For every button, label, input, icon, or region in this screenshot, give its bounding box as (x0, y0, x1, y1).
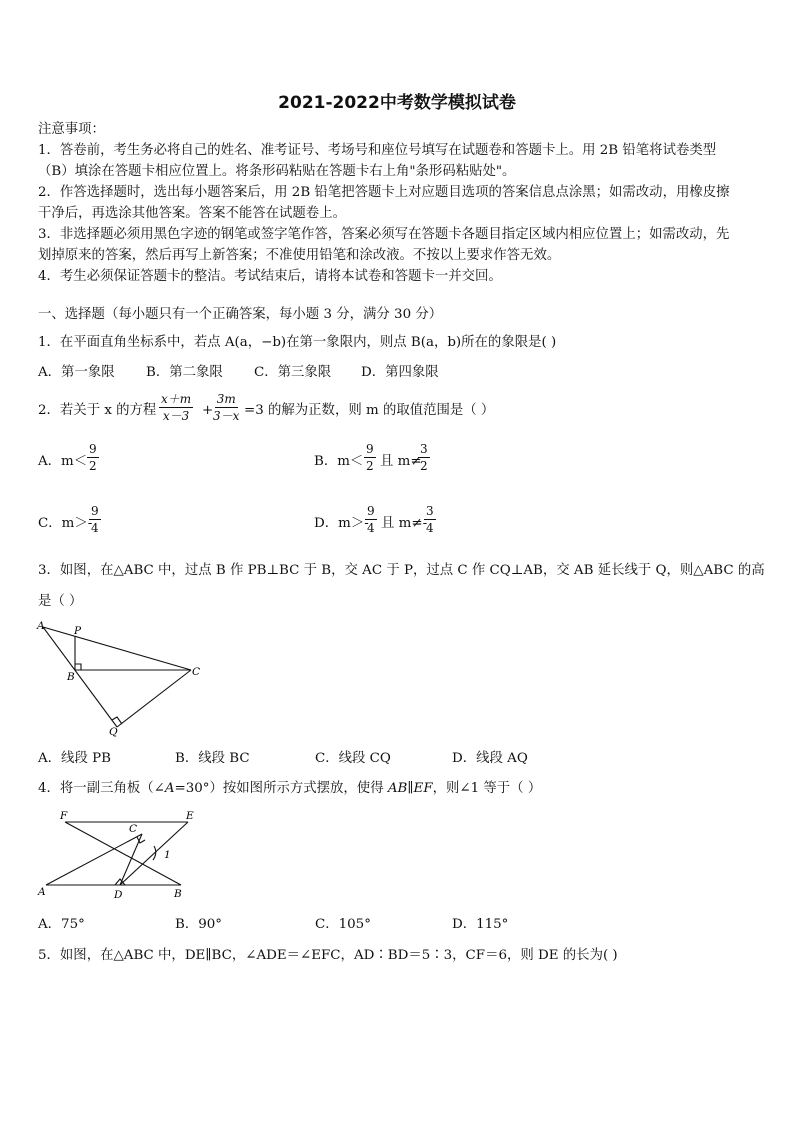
fraction-denominator: x－3 (162, 409, 190, 423)
question-3-stem-line-1: 3．如图，在△ABC 中，过点 B 作 PB⊥BC 于 B，交 AC 于 P，过点 C 作 CQ⊥AB，交 AB 延长线于 Q，则△ABC 的高 (38, 563, 765, 578)
fraction-denominator: 2 (420, 459, 428, 473)
fraction-denominator: 2 (89, 459, 97, 473)
section-heading: 一、选择题（每小题只有一个正确答案，每小题 3 分，满分 30 分） (38, 307, 443, 322)
option-a-fraction (87, 442, 99, 473)
stem-part-2: =30°）按如图所示方式摆放，使得 (174, 781, 388, 796)
fraction-numerator: 3m (216, 392, 236, 406)
option-c-fraction (89, 504, 101, 535)
question-1-option-c: C．第三象限 (254, 365, 332, 380)
question-2-option-b: B．m＜ (314, 454, 364, 469)
notice-line-5: 3．非选择题必须用黑色字迹的钢笔或签字笔作答，答案必须写在答题卡各题目指定区域内相应位置上；如需改动，先 (38, 227, 730, 242)
fraction-numerator: 3 (420, 442, 428, 456)
label-d: D (114, 889, 123, 901)
notice-line-2: （B）填涂在答题卡相应位置上。将条形码粘贴在答题卡右上角"条形码粘贴处"。 (38, 164, 516, 179)
line-ac (43, 627, 191, 670)
option-d-condition: 且 m≠- (381, 516, 428, 531)
question-3-option-b: B．线段 BC (175, 751, 250, 766)
question-4-option-d: D．115° (452, 917, 509, 932)
question-4-option-a: A．75° (38, 917, 85, 932)
fraction-numerator: 9 (91, 504, 99, 518)
fraction-denominator: 4 (426, 521, 434, 535)
option-d-fraction-1 (365, 504, 377, 535)
notice-line-6: 划掉原来的答案，然后再写上新答案；不准使用铅笔和涂改液。不按以上要求作答无效。 (38, 248, 561, 263)
question-4-option-c: C．105° (315, 917, 371, 932)
question-1-stem: 1．在平面直角坐标系中，若点 A(a，−b)在第一象限内，则点 B(a，b)所在的象限是( ) (38, 335, 557, 350)
line-aq (43, 627, 117, 727)
notice-line-7: 4．考生必须保证答题卡的整洁。考试结束后，请将本试卷和答题卡一并交回。 (38, 269, 502, 284)
question-2-option-a: A．m＜ (38, 454, 88, 469)
question-3-option-a: A．线段 PB (38, 751, 111, 766)
fraction-denominator: 4 (367, 521, 375, 535)
question-5-stem: 5．如图，在△ABC 中，DE∥BC，∠ADE＝∠EFC，AD∶BD＝5∶3，CF＝6，则 DE 的长为( ) (38, 948, 618, 963)
option-d-fraction-2 (424, 504, 436, 535)
question-1-option-d: D．第四象限 (361, 365, 439, 380)
question-4-stem (38, 780, 541, 798)
stem-part-1: 4．将一副三角板（∠ (38, 781, 165, 796)
question-2-option-d: D．m＞- (314, 516, 369, 531)
question-1-option-a: A．第一象限 (38, 365, 115, 380)
question-3-stem-line-2: 是（ ） (38, 594, 83, 609)
question-2-fraction-2 (211, 392, 241, 423)
fraction-denominator: 2 (366, 459, 374, 473)
page-title: 2021-2022中考数学模拟试卷 (278, 93, 516, 113)
fraction-numerator: 9 (89, 442, 97, 456)
label-f: F (60, 810, 68, 822)
question-3-option-d: D．线段 AQ (452, 751, 528, 766)
label-b: B (174, 888, 182, 900)
label-p: P (74, 625, 82, 637)
fraction-numerator: 9 (366, 442, 374, 456)
label-e: E (186, 810, 194, 822)
label-a: A (37, 620, 45, 632)
notice-line-3: 2．作答选择题时，选出每小题答案后，用 2B 铅笔把答题卡上对应题目选项的答案信息点涂黑；如需改动，用橡皮擦 (38, 185, 730, 200)
right-angle-mark-b (75, 664, 81, 670)
notice-line-1: 1．答卷前，考生务必将自己的姓名、准考证号、考场号和座位号填写在试题卷和答题卡上。用 2B 铅笔将试卷类型 (38, 143, 717, 158)
fraction-denominator: 3－x (213, 409, 240, 423)
angle-letter: A (164, 781, 175, 796)
question-2-option-c: C．m＞- (38, 516, 93, 531)
option-b-condition: 且 m≠ (380, 454, 422, 469)
label-q: Q (109, 726, 118, 738)
fraction-numerator: x＋m (161, 392, 192, 406)
line-cd (120, 834, 142, 885)
plus-sign: + (202, 403, 214, 418)
question-2-stem-start: 2．若关于 x 的方程 (38, 403, 157, 418)
question-3-figure (36, 618, 204, 740)
notice-line-4: 干净后，再选涂其他答案。答案不能答在试题卷上。 (38, 206, 346, 221)
label-a: A (38, 886, 46, 898)
fraction-numerator: 3 (426, 504, 434, 518)
fraction-denominator: 4 (91, 521, 99, 535)
parallel-relation: AB∥EF (387, 781, 433, 796)
notice-heading: 注意事项： (38, 122, 105, 137)
question-3-option-c: C．线段 CQ (315, 751, 391, 766)
stem-part-3: ，则∠1 等于（ ） (432, 781, 542, 796)
option-b-fraction-2 (418, 442, 430, 473)
line-cq (117, 670, 191, 727)
label-angle-1: 1 (164, 849, 171, 861)
question-4-option-b: B．90° (175, 917, 222, 932)
label-c: C (129, 823, 138, 835)
question-2-stem-end: =3 的解为正数，则 m 的取值范围是（ ） (244, 403, 495, 418)
label-b: B (67, 671, 75, 683)
label-c: C (192, 666, 201, 678)
option-b-fraction-1 (364, 442, 376, 473)
question-4-figure (36, 808, 204, 904)
fraction-numerator: 9 (367, 504, 375, 518)
question-1-option-b: B．第二象限 (146, 365, 223, 380)
question-2-fraction-1 (159, 392, 193, 423)
